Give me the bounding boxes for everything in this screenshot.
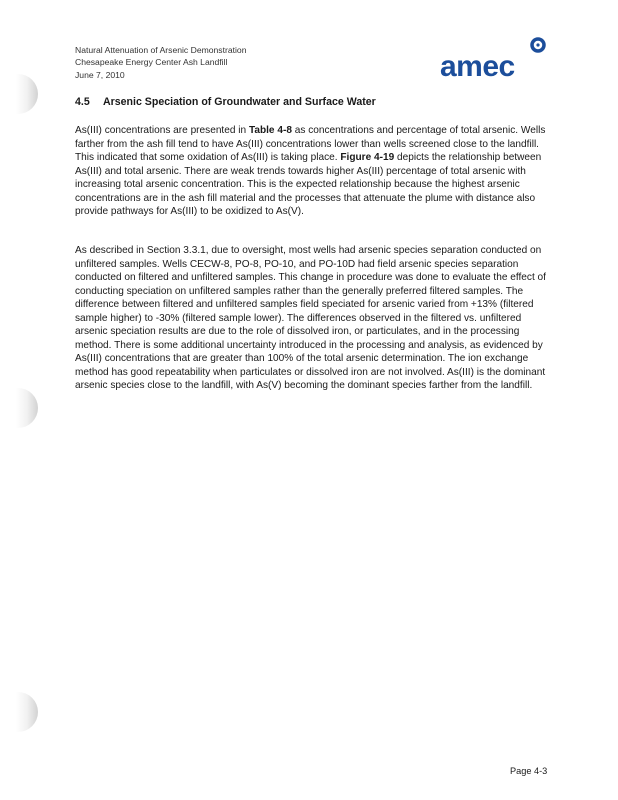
document-header [75,44,247,81]
amec-logo-swirl-icon [532,39,544,51]
amec-logo [438,36,554,82]
figure-4-19-reference: Figure 4-19 [340,152,395,163]
paragraph-speciation-method: As described in Section 3.3.1, due to oversight, most wells had arsenic species separation conducted on unfiltered samples. Wells CECW-8, PO-8, PO-10, and PO-10D had field arsenic species separation conducted on filtered and unfiltered samples. This change in procedure was done to evaluate the effect of conducting speciation on unfiltered samples rather than the generally preferred filtered samples. The difference between filtered and unfiltered samples field speciated for arsenic varied from +13% (filtered sample higher) to -30% (filtered sample lower). The differences observed in the filtered vs. unfiltered arsenic speciation results are due to the role of dissolved iron, or particulates, and in the processing method. There is some additional uncertainty introduced in the processing and analysis, as evidenced by As(III) concentrations that are greater than 100% of the total arsenic determination. The ion exchange method has good repeatability when particulates or dissolved iron are not involved. As(III) is the dominant arsenic species close to the landfill, with As(V) becoming the dominant species farther from the landfill. [75,245,546,391]
section-title: Arsenic Speciation of Groundwater and Surface Water [103,96,376,108]
section-number: 4.5 [75,96,90,108]
header-date: June 7, 2010 [75,69,125,80]
header-site-name: Chesapeake Energy Center Ash Landfill [75,57,228,68]
p1-text-1: As(III) concentrations are presented in [75,125,249,136]
header-project-title: Natural Attenuation of Arsenic Demonstration [75,45,247,55]
section-heading [75,96,376,108]
amec-logo-wordmark: amec [440,50,515,82]
amec-logo-graphic [438,36,554,82]
binder-hole-middle [16,388,38,428]
p1-text-2: as concentrations and percentage of total arsenic. Wells farther from the ash fill tend to have As(III) concentrations lower than wells screened close to the landfill. This indicated that some oxidation of As(III) is taking place. [75,125,546,163]
table-4-8-reference: Table 4-8 [248,125,292,136]
p1-text-3: depicts the relationship between As(III) and total arsenic. There are weak trends towards higher As(III) percentage of total arsenic with increasing total arsenic concentration. This is the expected relationship because the highest arsenic concentrations are in the ash fill material and the processes that attenuate the plume with distance also provide pathways for As(III) to be oxidized to As(V). [75,152,542,217]
binder-hole-bottom [16,692,38,732]
paragraph-arsenic-iii [75,124,551,219]
page-number: Page 4-3 [510,766,548,776]
binder-hole-top [16,74,38,114]
